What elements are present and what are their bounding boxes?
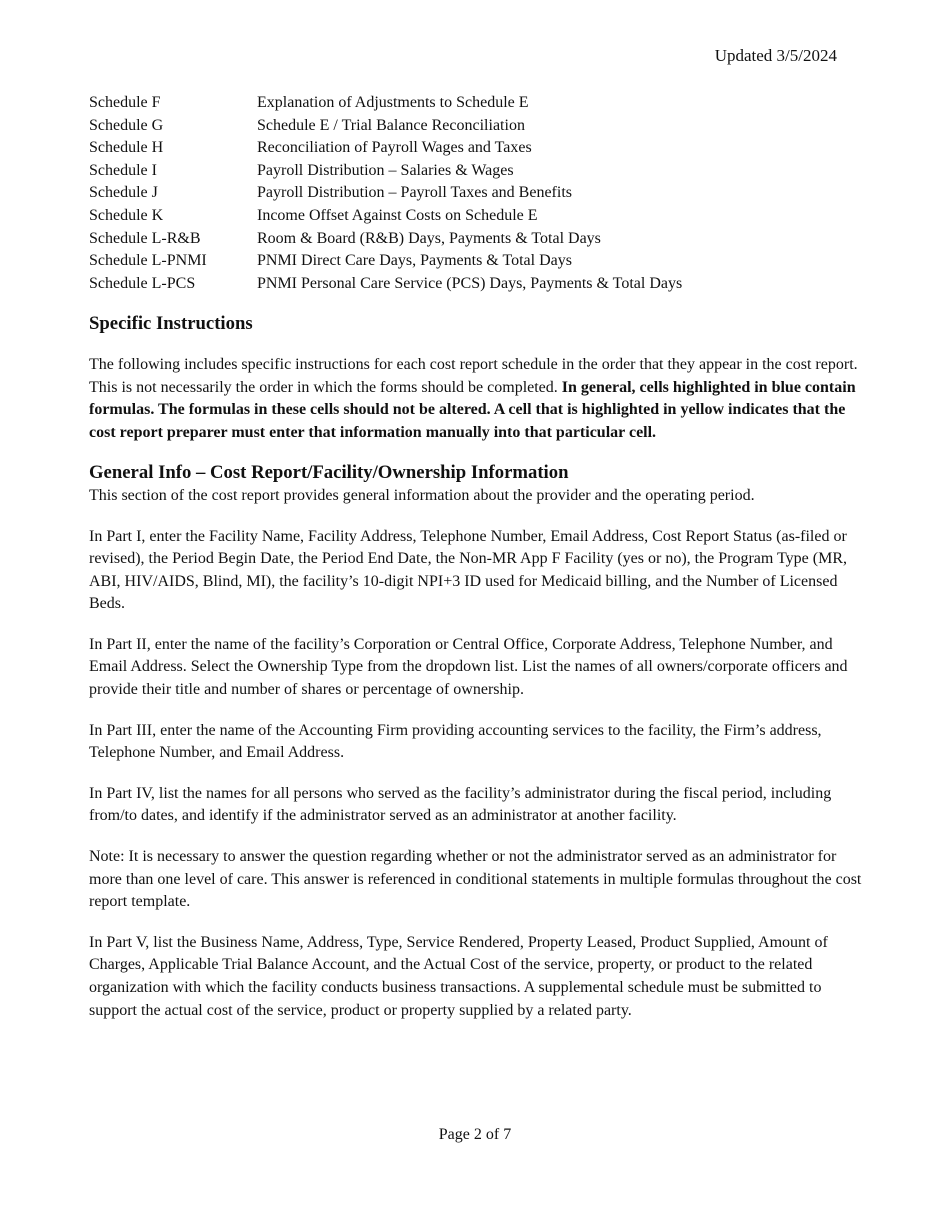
schedule-description: Payroll Distribution – Payroll Taxes and Benefits [257,184,572,202]
page-number: Page 2 of 7 [438,1126,512,1143]
schedule-code: Schedule L-PCS [89,274,196,292]
schedule-code: Schedule H [89,139,164,157]
schedule-row [89,228,864,251]
general-info-heading: General Info – Cost Report/Facility/Ownership Information [89,462,569,484]
schedule-code: Schedule F [89,94,161,111]
specific-instructions-intro: The following includes specific instructions for each cost report schedule in the order that they appear in the cost report. This is not necessarily the order in which the forms should be completed. [89,355,858,396]
page-content [89,92,864,1022]
schedule-row [89,115,864,138]
schedule-row [89,182,864,205]
schedule-description: Payroll Distribution – Salaries & Wages [257,161,514,179]
part-v-paragraph: In Part V, list the Business Name, Address, Type, Service Rendered, Property Leased, Product Supplied, Amount of Charges, Applicable Trial Balance Account, and the Actual Cost of the service, property, or product to the related organization with which the facility conducts business transactions. A supplemental schedule must be submitted to support the actual cost of the service, product or property supplied by a related party. [89,933,828,1019]
schedule-row [89,250,864,273]
schedule-code: Schedule G [89,116,164,134]
part-i-paragraph: In Part I, enter the Facility Name, Facility Address, Telephone Number, Email Address, Cost Report Status (as-filed or revised), the Period Begin Date, the Period End Date, the Non-MR App F Facility (yes or no), the Program Type (MR, ABI, HIV/AIDS, Blind, MI), the facility’s 10-digit NPI+3 ID used for Medicaid billing, and the Number of Licensed Beds. [89,527,848,613]
general-info-intro: This section of the cost report provides general information about the provider and the operating period. [89,486,755,504]
updated-date: Updated 3/5/2024 [714,46,837,65]
schedule-description: PNMI Direct Care Days, Payments & Total Days [257,252,572,270]
schedule-description: Schedule E / Trial Balance Reconciliation [257,116,525,134]
schedule-code: Schedule J [89,184,158,202]
schedule-row [89,92,864,115]
part-iv-paragraph: In Part IV, list the names for all persons who served as the facility’s administrator during the fiscal period, including from/to dates, and identify if the administrator served as an administrator at another facility. [89,784,832,825]
schedule-code: Schedule K [89,206,164,224]
schedule-description: Reconciliation of Payroll Wages and Taxes [257,139,532,157]
schedule-row [89,273,864,296]
schedule-description: Income Offset Against Costs on Schedule E [257,206,538,224]
schedule-code: Schedule I [89,161,157,179]
schedule-code: Schedule L-R&B [89,229,201,247]
highlight-instructions: In general, cells highlighted in blue contain formulas. The formulas in these cells should not be altered. A cell that is highlighted in yellow indicates that the cost report preparer must enter that information manually into that particular cell. [89,378,856,441]
part-iii-paragraph: In Part III, enter the name of the Accounting Firm providing accounting services to the facility, the Firm’s address, Telephone Number, and Email Address. [89,721,822,762]
schedule-list [89,92,864,295]
schedule-code: Schedule L-PNMI [89,252,207,270]
specific-instructions-paragraph [89,354,864,444]
specific-instructions-heading: Specific Instructions [89,313,253,335]
schedule-row [89,205,864,228]
note-paragraph: Note: It is necessary to answer the question regarding whether or not the administrator served as an administrator for more than one level of care. This answer is referenced in conditional statements in multiple formulas throughout the cost report template. [89,848,862,911]
part-ii-paragraph: In Part II, enter the name of the facility’s Corporation or Central Office, Corporate Address, Telephone Number, and Email Address. Select the Ownership Type from the dropdown list. List the names of all owners/corporate officers and provide their title and number of shares or percentage of ownership. [89,635,848,699]
schedule-row [89,137,864,160]
schedule-description: PNMI Personal Care Service (PCS) Days, Payments & Total Days [257,274,683,292]
schedule-row [89,160,864,183]
schedule-description: Explanation of Adjustments to Schedule E [257,94,529,111]
schedule-description: Room & Board (R&B) Days, Payments & Total Days [257,229,601,247]
